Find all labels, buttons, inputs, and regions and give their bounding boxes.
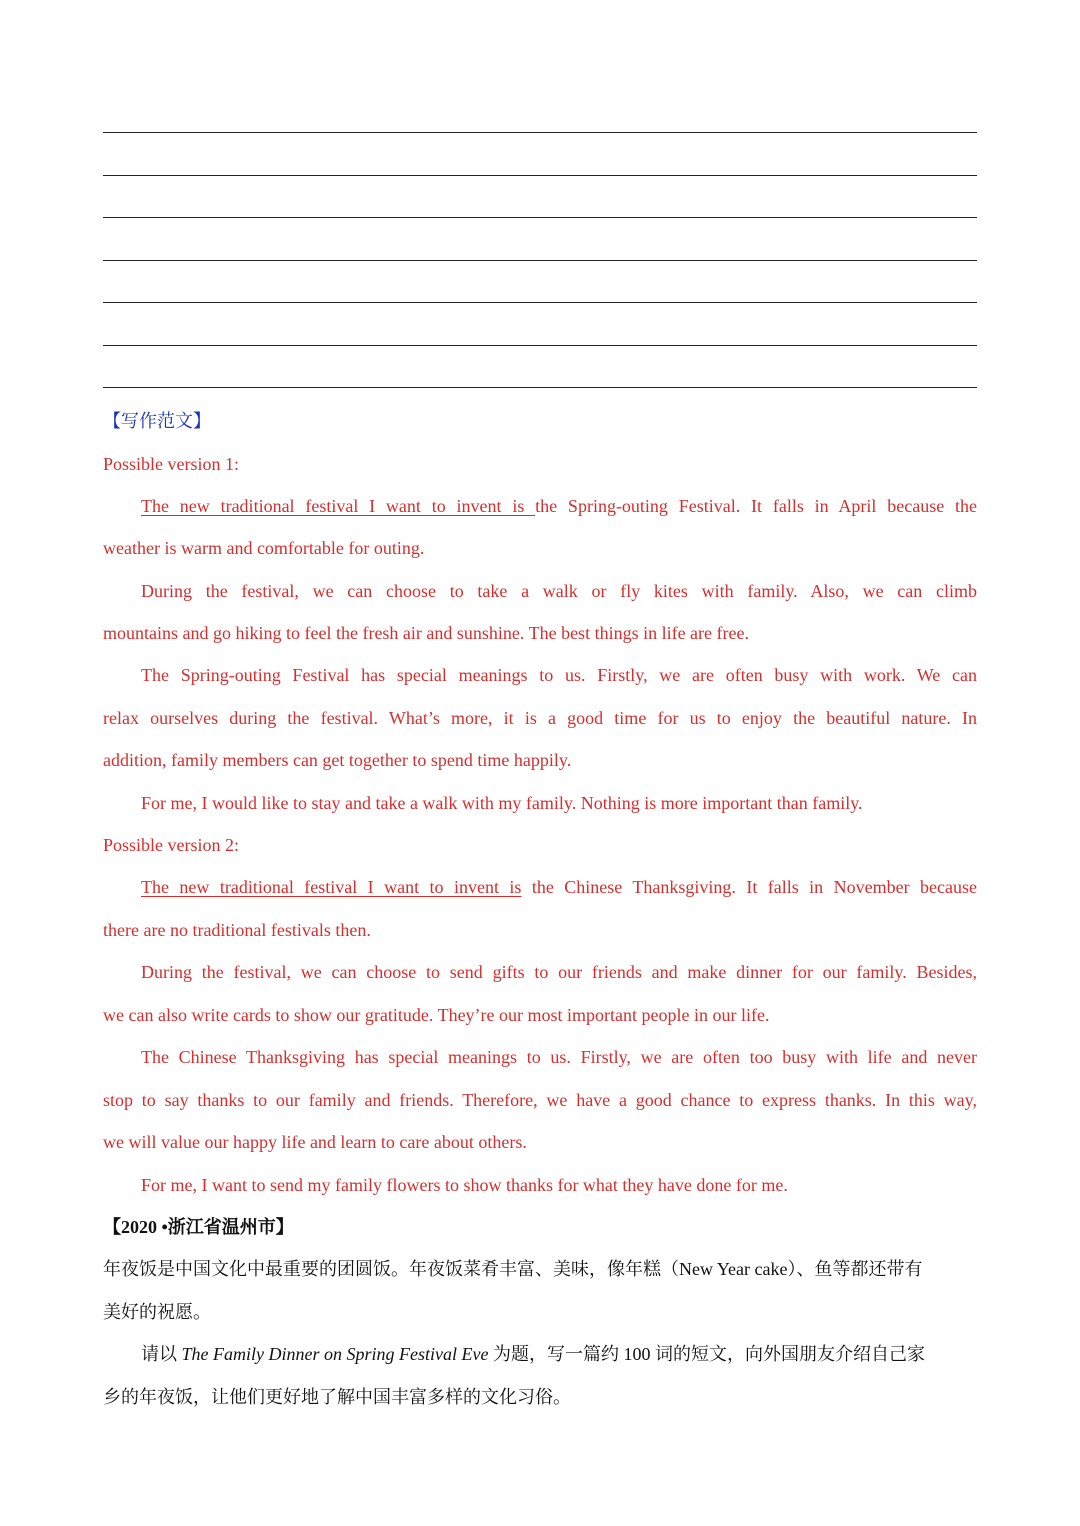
essay-line xyxy=(103,874,977,900)
answer-line xyxy=(103,132,977,133)
prompt-text: 为题，写一篇约 100 词的短文，向外国朋友介绍自己家 xyxy=(488,1344,925,1364)
task-intro-line: 年夜饭是中国文化中最重要的团圆饭。年夜饭菜肴丰富、美味，像年糕（New Year cake）、鱼等都还带有 xyxy=(103,1259,923,1279)
essay-line: we will value our happy life and learn to care about others. xyxy=(103,1132,527,1152)
version-label: Possible version 1: xyxy=(103,454,240,474)
essay-title: The Family Dinner on Spring Festival Eve xyxy=(181,1344,489,1364)
essay-line: weather is warm and comfortable for outing. xyxy=(103,538,425,558)
essay-line: there are no traditional festivals then. xyxy=(103,920,371,940)
task-prompt-line xyxy=(103,1341,977,1367)
answer-line xyxy=(103,387,977,388)
essay-text: the Chinese Thanksgiving. It falls in November because xyxy=(521,877,977,897)
underlined-sentence-start: The new traditional festival I want to invent is xyxy=(141,496,536,516)
answer-line xyxy=(103,302,977,303)
version-label: Possible version 2: xyxy=(103,835,240,855)
essay-line: For me, I want to send my family flowers to show thanks for what they have done for me. xyxy=(141,1175,788,1195)
answer-line xyxy=(103,217,977,218)
essay-line: The Chinese Thanksgiving has special meanings to us. Firstly, we are often too busy with life and never xyxy=(141,1047,977,1067)
answer-line xyxy=(103,345,977,346)
prompt-text: 请以 xyxy=(141,1344,182,1364)
essay-line: stop to say thanks to our family and friends. Therefore, we have a good chance to express thanks. In this way, xyxy=(103,1090,977,1110)
essay-line xyxy=(103,493,977,519)
task-intro-line: 美好的祝愿。 xyxy=(103,1302,211,1322)
essay-line: During the festival, we can choose to send gifts to our friends and make dinner for our family. Besides, xyxy=(141,962,977,982)
task-prompt-line: 乡的年夜饭，让他们更好地了解中国丰富多样的文化习俗。 xyxy=(103,1387,571,1407)
essay-line: mountains and go hiking to feel the fresh air and sunshine. The best things in life are free. xyxy=(103,623,749,643)
answer-line xyxy=(103,175,977,176)
essay-line: we can also write cards to show our gratitude. They’re our most important people in our life. xyxy=(103,1005,770,1025)
essay-line: For me, I would like to stay and take a walk with my family. Nothing is more important than family. xyxy=(141,793,863,813)
essay-text: the Spring-outing Festival. It falls in April because the xyxy=(535,496,977,516)
exam-source: 【2020 •浙江省温州市】 xyxy=(103,1217,294,1237)
essay-line: relax ourselves during the festival. What’s more, it is a good time for us to enjoy the beautiful nature. In xyxy=(103,708,977,728)
essay-line: addition, family members can get together to spend time happily. xyxy=(103,750,572,770)
sample-essay-heading: 【写作范文】 xyxy=(103,411,211,431)
answer-line xyxy=(103,260,977,261)
essay-line: During the festival, we can choose to take a walk or fly kites with family. Also, we can climb xyxy=(141,581,977,601)
underlined-sentence-start: The new traditional festival I want to invent is xyxy=(141,877,522,897)
essay-line: The Spring-outing Festival has special meanings to us. Firstly, we are often busy with work. We can xyxy=(141,665,977,685)
